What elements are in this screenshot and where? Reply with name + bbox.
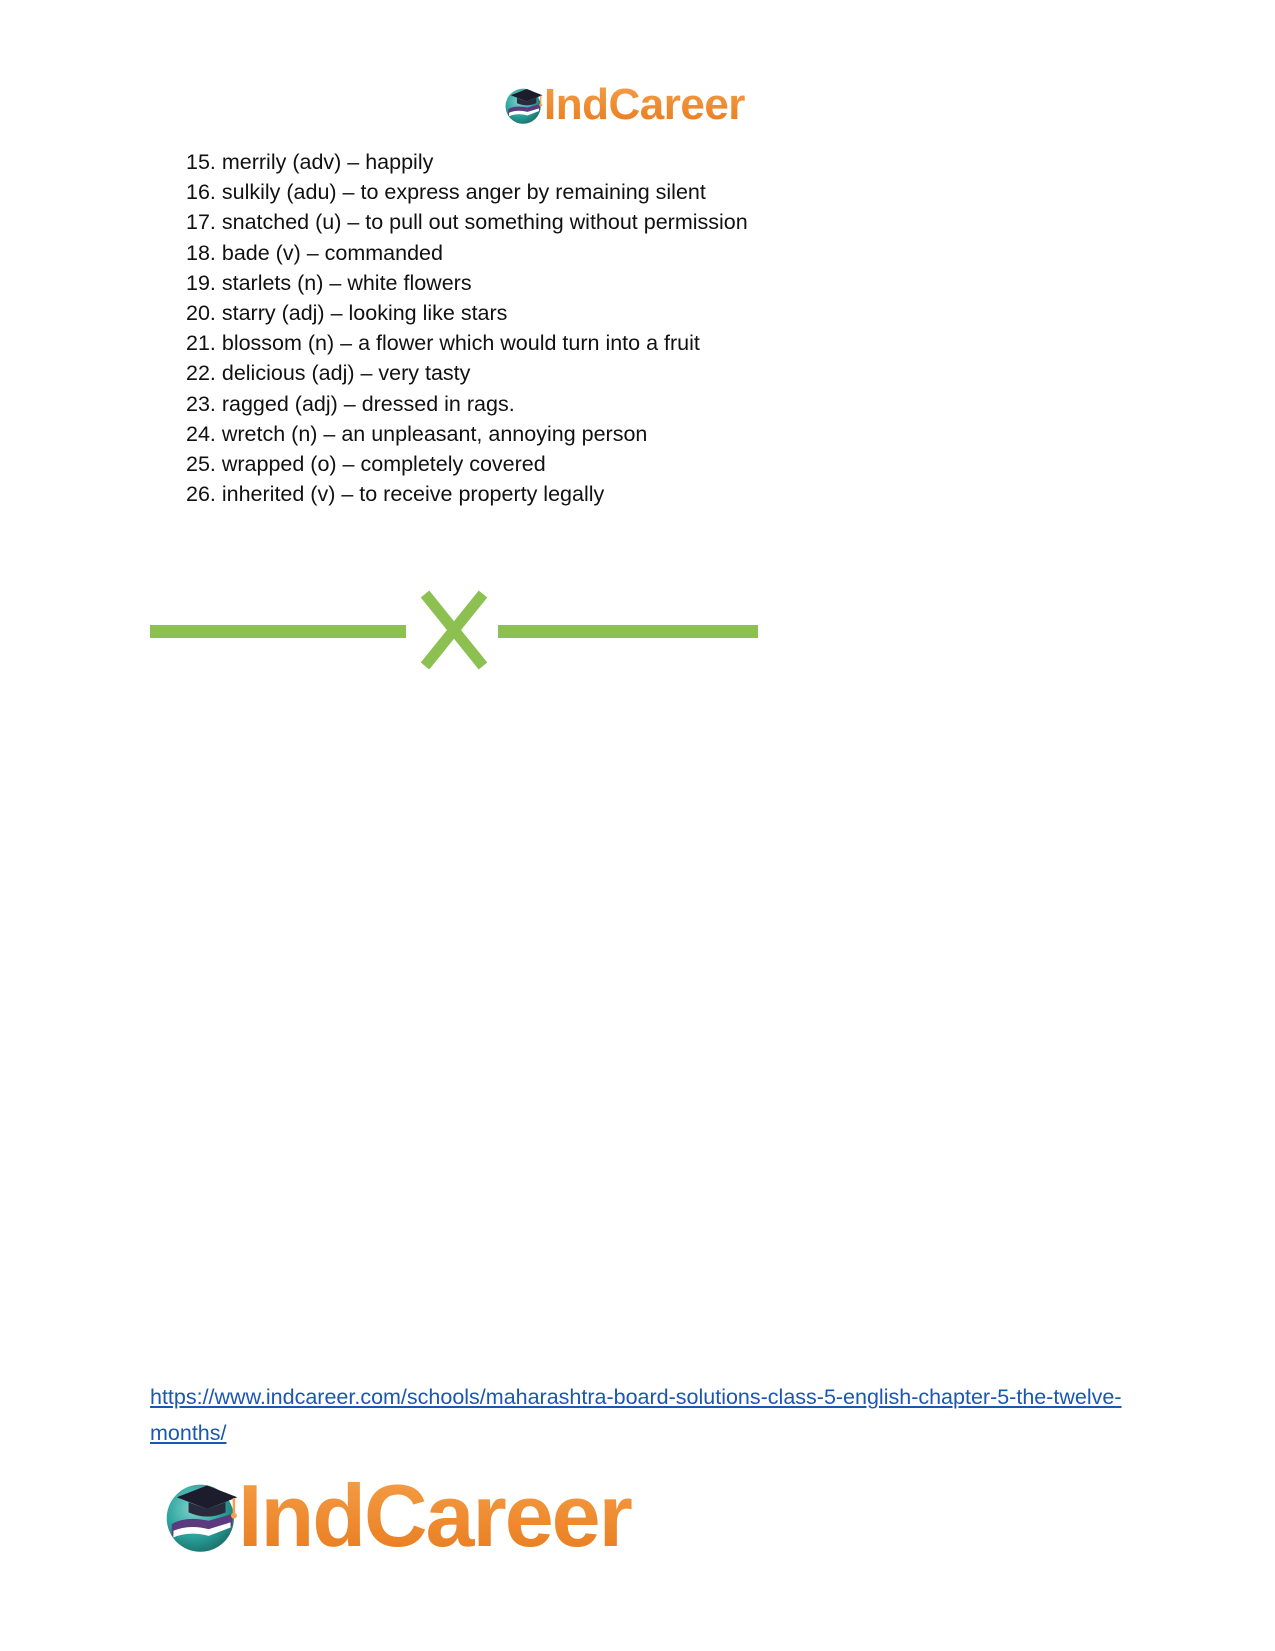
graduation-globe-icon [502,82,546,126]
x-divider-icon [150,588,760,672]
footer-logo [160,1466,698,1562]
vocab-item: 25. wrapped (o) – completely covered [186,452,546,477]
vocab-item: 23. ragged (adj) – dressed in rags. [186,391,515,416]
vocab-item: 19. starlets (n) – white flowers [186,270,472,295]
footer-url-link[interactable]: https://www.indcareer.com/schools/maharashtra-board-solutions-class-5-english-chapter-5-the-twelve-months/ [150,1385,1122,1445]
vocab-item: 20. starry (adj) – looking like stars [186,301,508,326]
vocab-item: 18. bade (v) – commanded [186,240,443,265]
vocab-item: 15. merrily (adv) – happily [186,150,434,174]
vocab-item: 16. sulkily (adu) – to express anger by remaining silent [186,180,706,205]
vocab-item: 21. blossom (n) – a flower which would turn into a fruit [186,331,700,356]
vocabulary-list [186,147,748,509]
vocab-item: 22. delicious (adj) – very tasty [186,361,471,386]
svg-text:IndCareer: IndCareer [238,1466,631,1562]
vocab-item: 24. wretch (n) – an unpleasant, annoying person [186,421,648,446]
header-logo [502,80,780,128]
vocab-item: 17. snatched (u) – to pull out something without permission [186,210,748,235]
logo-wordmark [544,80,780,128]
logo-wordmark [238,1466,698,1562]
svg-text:IndCareer: IndCareer [544,80,745,128]
graduation-globe-icon [160,1472,244,1556]
vocab-item: 26. inherited (v) – to receive property legally [186,482,605,507]
